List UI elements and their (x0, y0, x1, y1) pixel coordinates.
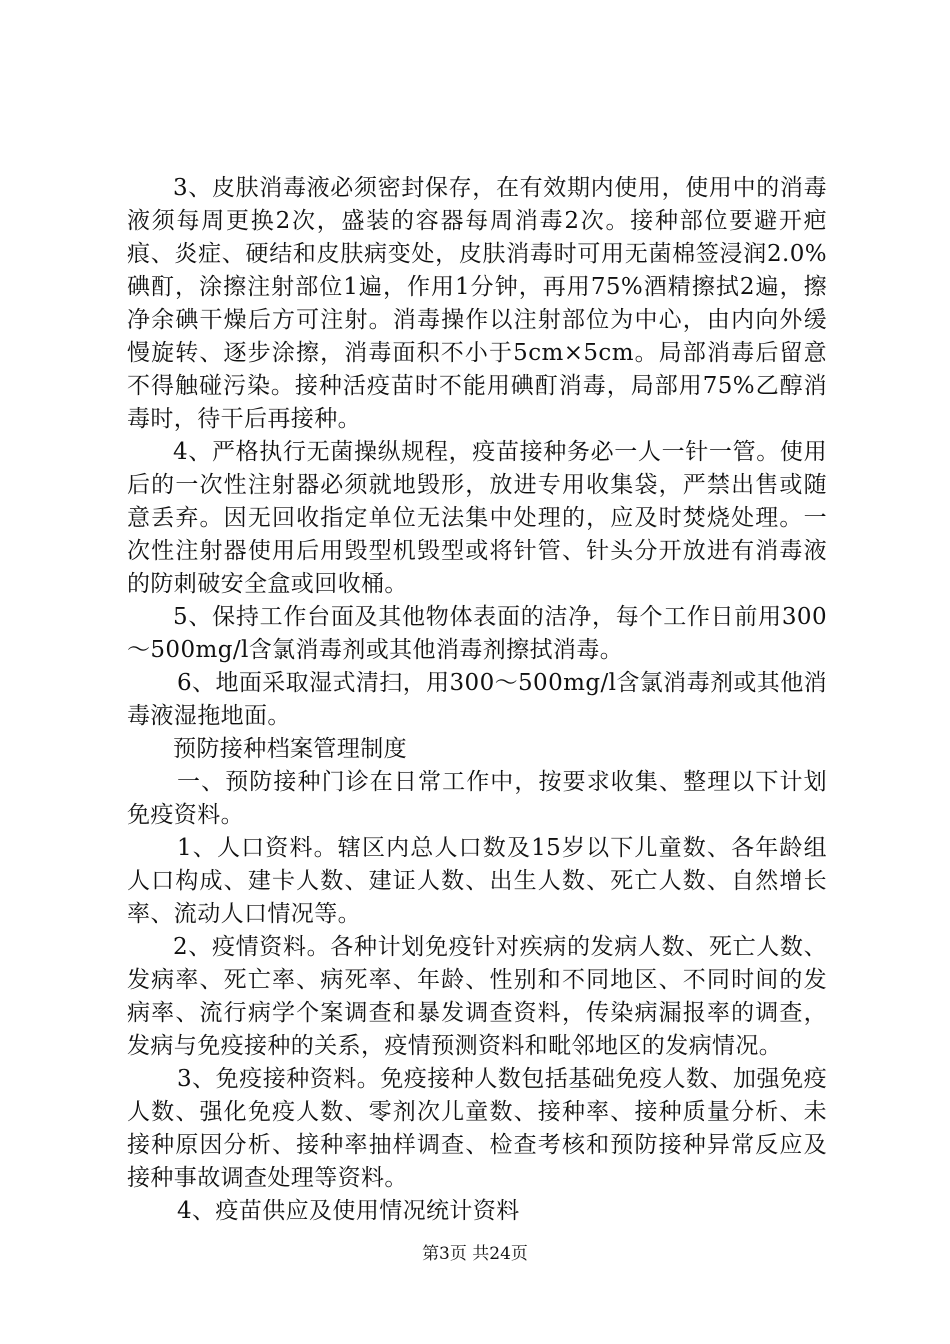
paragraph-data-collection: 一、预防接种门诊在日常工作中，按要求收集、整理以下计划免疫资料。 (127, 769, 827, 828)
document-body (127, 172, 827, 1228)
paragraph-population-data: 1、人口资料。辖区内总人口数及15岁以下儿童数、各年龄组人口构成、建卡人数、建证人数、出生人数、死亡人数、自然增长率、流动人口情况等。 (127, 835, 827, 927)
paragraph-disinfectant-storage: 3、皮肤消毒液必须密封保存，在有效期内使用，使用中的消毒液须每周更换2次，盛装的容器每周消毒2次。接种部位要避开疤痕、炎症、硬结和皮肤病变处，皮肤消毒时可用无菌棉签浸润2.0%碘酊，涂擦注射部位1遍，作用1分钟，再用75%酒精擦拭2遍，擦净余碘干燥后方可注射。消毒操作以注射部位为中心，由内向外缓慢旋转、逐步涂擦，消毒面积不小于5cm×5cm。局部消毒后留意不得触碰污染。接种活疫苗时不能用碘酊消毒，局部用75%乙醇消毒时，待干后再接种。 (127, 175, 827, 432)
paragraph-epidemic-data: 2、疫情资料。各种计划免疫针对疾病的发病人数、死亡人数、发病率、死亡率、病死率、年龄、性别和不同地区、不同时间的发病率、流行病学个案调查和暴发调查资料，传染病漏报率的调查，发病与免疫接种的关系，疫情预测资料和毗邻地区的发病情况。 (127, 934, 827, 1059)
paragraph-vaccine-supply: 4、疫苗供应及使用情况统计资料 (177, 1198, 520, 1224)
paragraph-immunization-data: 3、免疫接种资料。免疫接种人数包括基础免疫人数、加强免疫人数、强化免疫人数、零剂次儿童数、接种率、接种质量分析、未接种原因分析、接种率抽样调查、检查考核和预防接种异常反应及接种事故调查处理等资料。 (127, 1066, 827, 1191)
section-heading-archive-management: 预防接种档案管理制度 (173, 736, 407, 762)
page-number-footer: 第3页 共24页 (422, 1244, 528, 1264)
paragraph-aseptic-procedure: 4、严格执行无菌操纵规程，疫苗接种务必一人一针一管。使用后的一次性注射器必须就地毁形，放进专用收集袋，严禁出售或随意丢弃。因无回收指定单位无法集中处理的，应及时焚烧处理。一次性注射器使用后用毁型机毁型或将针管、针头分开放进有消毒液的防刺破安全盒或回收桶。 (127, 439, 827, 597)
paragraph-floor-cleaning: 6、地面采取湿式清扫，用300～500mg/l含氯消毒剂或其他消毒液湿拖地面。 (127, 670, 827, 729)
paragraph-surface-cleaning: 5、保持工作台面及其他物体表面的洁净，每个工作日前用300～500mg/l含氯消毒剂或其他消毒剂擦拭消毒。 (127, 604, 827, 663)
